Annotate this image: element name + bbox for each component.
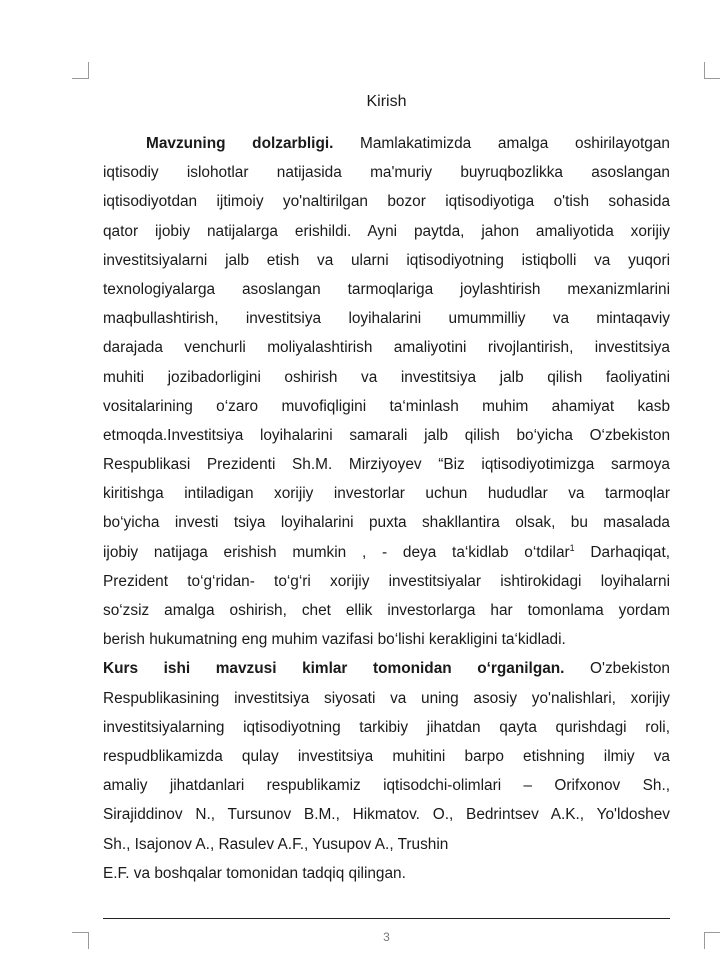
crop-mark-bottom-left [72,932,89,949]
text-line: iqtisodiyotdan ijtimoiy yo'naltirilgan bozor iqtisodiyotiga o'tish sohasida [103,193,670,211]
text-line: kiritishga intiladigan xorijiy investorlar uchun hududlar va tarmoqlar [103,485,670,503]
text-line [103,654,670,683]
footnote-marker[interactable]: 1 [569,542,575,553]
text-line [103,538,670,567]
section-heading-studied-by: Kurs ishi mavzusi kimlar tomonidan o‘rganilgan. [103,660,565,678]
text-line: berish hukumatning eng muhim vazifasi bo‘lishi kerakligini ta‘kidladi. [103,631,566,649]
text-line: Prezident to‘g‘ridan- to‘g‘ri xorijiy investitsiyalar ishtirokidagi loyihalarni [103,572,670,590]
crop-mark-top-right [704,62,720,79]
text-line: investitsiyalarni jalb etish va ularni iqtisodiyotning istiqbolli va yuqori [103,251,670,269]
text-line: respudblikamizda qulay investitsiya muhitini barpo etishning ilmiy va [103,747,670,765]
text-line: iqtisodiy islohotlar natijasida ma'muriy buyruqbozlikka asoslangan [103,164,670,182]
text-line: Respublikasining investitsiya siyosati va uning asosiy yo'nalishlari, xorijiy [103,689,670,707]
text-line: investitsiyalarning iqtisodiyotning tarkibiy jihatdan qayta qurishdagi roli, [103,718,670,736]
footer-divider [103,918,670,919]
text-span: Mamlakatimizda amalga oshirilayotgan [333,135,670,152]
text-span: O'zbekiston [564,660,670,678]
document-body [103,129,670,888]
crop-mark-top-left [72,62,89,79]
text-line: amaliy jihatdanlari respublikamiz iqtisodchi-olimlari – Orifxonov Sh., [103,777,670,795]
page-title: Kirish [366,93,407,110]
text-line: darajada venchurli moliyalashtirish amaliyotini rivojlantirish, investitsiya [103,339,670,357]
text-line: bo‘yicha investi tsiya loyihalarini puxta shakllantira olsak, bu masalada [103,514,670,532]
page-number: 3 [383,930,390,944]
text-line: Sh., Isajonov A., Rasulev A.F., Yusupov A., Trushin [103,835,449,853]
text-line: Sirajiddinov N., Tursunov B.M., Hikmatov. O., Bedrintsev A.K., Yo'ldoshev [103,806,670,824]
text-line [103,129,670,158]
text-line: qator ijobiy natijalarga erishildi. Ayni paytda, jahon amaliyotida xorijiy [103,222,670,240]
text-line: muhiti jozibadorligini oshirish va investitsiya jalb qilish faoliyatini [103,368,670,386]
section-heading-relevance: Mavzuning dolzarbligi. [146,135,334,152]
text-line: vositalarining o‘zaro muvofiqligini ta‘minlash muhim ahamiyat kasb [103,397,670,415]
text-span: Darhaqiqat, [574,543,670,561]
text-line: E.F. va boshqalar tomonidan tadqiq qilingan. [103,864,406,882]
text-line: Respublikasi Prezidenti Sh.M. Mirziyoyev “Biz iqtisodiyotimizga sarmoya [103,456,670,474]
text-line: maqbullashtirish, investitsiya loyihalarini umummilliy va mintaqaviy [103,310,670,328]
text-line: etmoqda.Investitsiya loyihalarini samarali jalb qilish bo‘yicha O‘zbekiston [103,426,670,444]
text-line: texnologiyalarga asoslangan tarmoqlariga joylashtirish mexanizmlarini [103,280,670,298]
text-span: ijobiy natijaga erishish mumkin , - deya ta‘kidlab o‘tdilar [103,543,570,561]
crop-mark-bottom-right [704,932,720,949]
text-line: so‘zsiz amalga oshirish, chet ellik investorlarga har tomonlama yordam [103,602,670,619]
